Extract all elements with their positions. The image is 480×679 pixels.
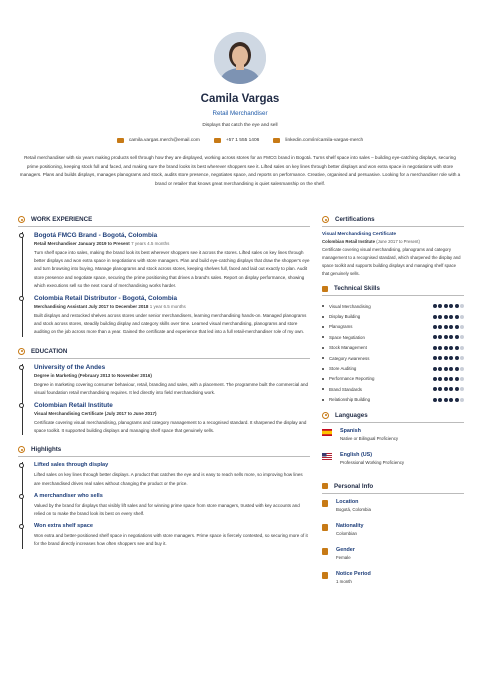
timeline-dot [19,233,24,238]
languages-section [322,409,464,476]
info-location [322,499,464,523]
rating-dot [438,377,442,381]
rating-dot [438,325,442,329]
skill-label [322,304,371,309]
rating-dot [449,325,453,329]
rating-dot [460,387,464,391]
bullet-icon [322,336,324,338]
skill-label [322,324,352,329]
flag-icon [322,524,328,531]
info-value: Colombian [336,530,357,536]
rating-dot [460,356,464,360]
cert-dates: (June 2017 to Present) [376,239,420,244]
skill-item [322,384,464,394]
rating-dot [444,387,448,391]
entry-title: Lifted sales through display [34,462,109,469]
education-timeline [18,364,310,436]
rating-dot [438,304,442,308]
experience-entry [34,232,310,290]
id-card-icon [322,483,328,489]
info-gender [322,547,464,571]
timeline-dot [19,524,24,529]
entry-title: Bogotá FMCG Brand - Bogotá, Colombia [34,232,158,239]
bullet-icon [322,347,324,349]
left-column [18,213,310,549]
spain-flag-icon [322,429,332,436]
linkedin-text: linkedin.com/in/camila-vargas-merch [285,138,364,143]
rating-dot [433,346,437,350]
info-notice-period [322,571,464,595]
globe-icon [322,412,329,419]
skill-rating [433,304,464,308]
skill-label [322,366,356,371]
entry-role: Merchandising Assistant [34,304,88,310]
section-title: Certifications [335,216,375,223]
language-name: Spanish [340,427,361,434]
rating-dot [433,356,437,360]
bullet-icon [322,399,324,401]
avatar [214,32,266,84]
timeline-dot [19,365,24,370]
highlight-entry [34,523,310,548]
certifications-heading [322,213,464,227]
skill-label [322,397,370,402]
info-value: Bogotá, Colombia [336,506,371,512]
entry-dates: (February 2013 to November 2016) [78,372,152,378]
rating-dot [455,335,459,339]
skill-item [322,311,464,321]
skill-label [322,335,365,340]
entry-duration: 1 year 6.5 months [149,304,186,310]
skill-rating [433,387,464,391]
skill-label [322,376,374,381]
rating-dot [438,346,442,350]
rating-dot [460,346,464,350]
rating-dot [433,377,437,381]
skill-name: Relationship Building [329,397,371,403]
rating-dot [438,315,442,319]
education-entry [34,402,310,435]
info-label: Gender [336,546,355,553]
languages-heading [322,409,464,423]
highlight-entry [34,462,310,487]
phone-text: +57 1 555 1406 [225,138,260,143]
rating-dot [433,335,437,339]
entry-subtitle [34,411,310,416]
entry-dates: (July 2017 to June 2017) [104,411,157,417]
rating-dot [433,398,437,402]
rating-dot [460,398,464,402]
skill-name: Visual Merchandising [329,303,371,309]
rating-dot [449,304,453,308]
entry-duration: 7 years 4.5 months [131,241,170,246]
entry-title: University of the Andes [34,363,106,371]
rating-dot [444,356,448,360]
tools-icon [322,286,328,292]
entry-dates: January 2019 to Present [78,241,130,246]
rating-dot [444,346,448,350]
entry-description: Certificate covering visual merchandising, planograms and category management to a recognised standard. It sharpened the display and space toolkit. It supported building displays and managing shelf space that genuinely sells. [34,420,307,434]
email-icon [117,138,124,143]
timeline-dot [19,403,24,408]
skill-item [322,332,464,342]
section-title: Personal Info [334,482,374,490]
entry-description: Valued by the brand for displays that visibly lift sales and for winning prime space from store managers, trusted with key accounts and relied on to make the brand look its best on every shelf. [34,502,300,517]
rating-dot [460,335,464,339]
timeline-dot [19,463,24,468]
bullet-icon [322,378,324,380]
certificate-icon [322,216,329,223]
rating-dot [433,387,437,391]
hourglass-icon [322,572,328,579]
cert-title: Visual Merchandising Certificate [322,232,397,237]
entry-title: Won extra shelf space [34,523,93,530]
us-flag-icon [322,453,332,460]
skill-rating [433,325,464,329]
tagline: Displays that catch the eye and sell [202,123,278,128]
rating-dot [449,315,453,319]
section-title: EDUCATION [31,347,68,355]
skills-section [322,282,464,405]
highlights-heading [18,443,310,457]
timeline-dot [19,494,24,499]
cert-issuer: Colombian Retail Institute [322,239,375,244]
section-title: WORK EXPERIENCE [31,216,93,223]
entry-role: Retail Merchandiser [34,241,77,246]
rating-dot [444,367,448,371]
entry-description: Lifted sales on key lines through better displays. A product that catches the eye and is easy to reach sells more, so improving how lines are merchandised drives real sales without changing the product or the price. [34,472,303,486]
entry-description: Won extra and better-positioned shelf space in negotiations with store managers. Prime space is fiercely contested, so securing more of it for the brand directly increases how often shoppers see and buy it. [34,533,308,547]
language-item [322,428,464,452]
work-experience-heading [18,213,310,227]
skills-heading [322,282,464,296]
skill-name: Space Negotiation [329,334,365,340]
skill-name: Performance Reporting [329,376,375,382]
cert-description: Certificate covering visual merchandising, planograms and category management to a recognised standard, which sharpened the display and space toolkit and supports building displays and managing shelf space that genuinely sells. [322,247,461,276]
rating-dot [449,387,453,391]
highlights-timeline [18,462,310,548]
summary-text: Retail merchandiser with six years making products sell through how they are displayed, working across stores for an FMCG brand in Bogotá. Turns shelf space into sales – building eye-catching displays, securing prime positioning, keeping stock full and faced, and making sure the brand looks its best wherever shoppers see it. Lifted sales on key lines through better displays and won extra space in negotiations with store managers. Plans and builds displays, manages planograms and stock, audits store presence, negotiates space, and reports on performance. Creative, organised and persuasive. Looking for a merchandiser role with a brand or retailer that knows great merchandising is quiet salesmanship on the shelf. [19,155,461,186]
rating-dot [460,367,464,371]
entry-title: Colombia Retail Distributor - Bogotá, Colombia [34,295,178,303]
rating-dot [449,367,453,371]
entry-title: A merchandiser who sells [34,492,103,499]
contact-bar [0,138,480,143]
section-title: Technical Skills [334,285,380,292]
certifications-section [322,213,464,278]
bullet-icon [322,388,324,390]
entry-role: Visual Merchandising Certificate [34,411,104,417]
section-title: Languages [335,411,368,419]
entry-title: Colombian Retail Institute [34,402,113,410]
rating-dot [449,346,453,350]
skills-list [322,301,464,405]
bullet-icon [322,368,324,370]
skill-rating [433,315,464,319]
rating-dot [449,398,453,402]
skill-name: Display Building [329,314,361,320]
rating-dot [455,356,459,360]
skill-item [322,322,464,332]
location-pin-icon [322,500,328,507]
skill-item [322,343,464,353]
rating-dot [460,304,464,308]
section-title: Highlights [31,446,62,454]
skill-rating [433,346,464,350]
language-name: English (US) [340,451,373,458]
contact-phone[interactable] [214,138,259,143]
rating-dot [460,377,464,381]
entry-subtitle [34,304,310,309]
rating-dot [455,346,459,350]
rating-dot [460,315,464,319]
briefcase-icon [18,216,25,223]
info-label: Nationality [336,522,364,529]
rating-dot [455,367,459,371]
skill-name: Store Auditing [329,366,357,372]
skill-rating [433,398,464,402]
rating-dot [438,367,442,371]
rating-dot [433,315,437,319]
highlight-entry [34,493,310,518]
skill-item [322,395,464,405]
entry-description: Built displays and restocked shelves across stores under senior merchandisers, learning merchandising hands-on. Managed planograms and stock across stores, steadily building display and category skills over time. Learned visual merchandising, planograms and store auditing on the job across more than a year. Gained the certificate and experience that led into a full retail-merchandiser role of my own. [34,313,307,335]
email-text: camila.vargas.merch@email.com [128,138,200,143]
rating-dot [455,398,459,402]
rating-dot [438,398,442,402]
skill-item [322,374,464,384]
skill-rating [433,335,464,339]
skill-label [322,387,362,392]
education-heading [18,345,310,359]
right-column [322,213,464,599]
rating-dot [455,315,459,319]
skill-rating [433,367,464,371]
rating-dot [455,304,459,308]
contact-linkedin[interactable] [273,138,363,143]
rating-dot [455,325,459,329]
skill-label [322,345,367,350]
rating-dot [444,377,448,381]
info-label: Notice Period [336,570,371,577]
skill-rating [433,377,464,381]
experience-entry [34,295,310,337]
skill-name: Planograms [329,324,353,330]
skill-item [322,301,464,311]
graduation-cap-icon [18,348,25,355]
education-entry [34,364,310,397]
language-level: Professional Working Proficiency [340,459,405,465]
rating-dot [433,367,437,371]
candidate-name: Camila Vargas [200,93,280,105]
rating-dot [455,387,459,391]
rating-dot [455,377,459,381]
bullet-icon [322,357,324,359]
rating-dot [438,356,442,360]
phone-icon [214,138,221,143]
info-value: 1 month [336,578,352,584]
rating-dot [449,356,453,360]
entry-description: Degree in marketing covering consumer behaviour, retail, branding and sales, with a placement. The programme built the commercial and visual foundation retail merchandising requires. It led directly into field merchandising work. [34,381,309,395]
rating-dot [444,335,448,339]
entry-subtitle [34,373,310,378]
language-level: Native or Bilingual Proficiency [340,435,399,441]
bullet-icon [322,305,324,307]
star-icon [18,446,25,453]
rating-dot [444,325,448,329]
bullet-icon [322,326,324,328]
entry-subtitle [34,241,310,246]
entry-role: Degree in Marketing [34,372,78,378]
rating-dot [438,335,442,339]
info-label: Location [336,498,359,505]
experience-timeline [18,232,310,337]
rating-dot [460,325,464,329]
skill-item [322,353,464,363]
skill-name: Brand Standards [329,386,362,392]
skill-rating [433,356,464,360]
entry-description: Turn shelf space into sales, making the brand look its best wherever shoppers see it across the stores. Lifted sales on key lines through better displays and won extra space in negotiations with store managers. Plan and build eye-catching displays that draw the shopper's eye and turn browsing into buying. Manage planograms and stock across stores, keeping shelves full, faced and laid out exactly to plan. Audit store presence and negotiate space, securing the prime positioning that drives a brand's sales. Report on display performance, showing which executions sell so the next round of merchandising works harder. [34,250,310,288]
contact-email[interactable] [117,138,200,143]
rating-dot [433,304,437,308]
rating-dot [449,335,453,339]
skill-label [322,356,369,361]
skill-name: Stock Management [329,345,367,351]
timeline-dot [19,296,24,301]
info-value: Female [336,554,351,560]
rating-dot [449,377,453,381]
entry-dates: July 2017 to December 2018 [88,304,149,310]
rating-dot [444,315,448,319]
personal-info-section [322,480,464,595]
personal-info-heading [322,480,464,494]
rating-dot [433,325,437,329]
linkedin-icon [273,138,280,143]
skill-item [322,363,464,373]
language-item [322,452,464,476]
rating-dot [444,304,448,308]
rating-dot [444,398,448,402]
cert-subtitle [322,239,464,244]
bullet-icon [322,316,324,318]
info-nationality [322,523,464,547]
person-icon [322,548,328,555]
job-title: Retail Merchandiser [212,110,268,117]
skill-label [322,314,360,319]
rating-dot [438,387,442,391]
profile-photo [214,32,266,84]
skill-name: Category Awareness [329,355,370,361]
